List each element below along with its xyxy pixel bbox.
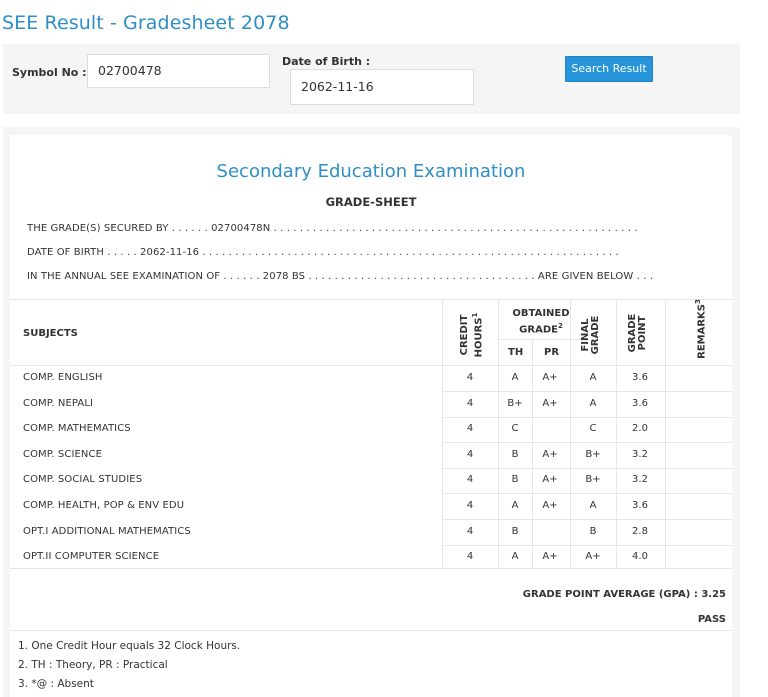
search-result-button[interactable]: Search Result — [565, 56, 653, 82]
row-divider — [442, 468, 732, 469]
symbol-label: Symbol No : — [12, 66, 87, 79]
table-cell-subject: COMP. SOCIAL STUDIES — [23, 474, 143, 485]
result-status: PASS — [697, 614, 726, 625]
table-cell-th: B — [511, 449, 519, 460]
table-cell-grade-point: 3.2 — [632, 474, 648, 485]
table-cell-grade-point: 3.2 — [632, 449, 648, 460]
table-cell-subject: OPT.II COMPUTER SCIENCE — [23, 551, 160, 562]
table-cell-grade-point: 4.0 — [632, 551, 648, 562]
symbol-input[interactable]: 02700478 — [87, 54, 270, 88]
table-cell-final-grade: B+ — [585, 474, 601, 485]
table-cell-pr: A+ — [542, 551, 558, 562]
table-cell-th: A — [511, 372, 519, 383]
page-title: SEE Result - Gradesheet 2078 — [2, 12, 290, 34]
table-cell-credit: 4 — [466, 551, 474, 562]
row-divider — [442, 442, 732, 443]
table-cell-th: B+ — [507, 398, 523, 409]
exam-line: IN THE ANNUAL SEE EXAMINATION OF . . . . . . 2078 BS . . . . . . . . . . . . . . . . . . . . . . . . . . . . . . . . . . . ARE GIVEN BELOW . . . — [27, 271, 654, 282]
table-cell-final-grade: A — [589, 500, 597, 511]
table-cell-pr: A+ — [542, 500, 558, 511]
col-divider — [665, 299, 666, 568]
row-divider — [442, 519, 732, 520]
col-divider — [570, 299, 571, 568]
table-header-border — [10, 365, 732, 366]
obtained-subheader-border — [498, 339, 584, 340]
final-grade-header: FINAL GRADE — [580, 315, 601, 355]
row-divider — [442, 391, 732, 392]
table-cell-th: B — [511, 474, 519, 485]
gradesheet-title: GRADE-SHEET — [325, 195, 417, 209]
table-cell-subject: COMP. SCIENCE — [23, 449, 102, 460]
credit-hours-header: CREDIT HOURS$^1$ — [459, 312, 485, 358]
search-panel — [3, 44, 740, 114]
dob-line: DATE OF BIRTH . . . . . 2062-11-16 . . . . . . . . . . . . . . . . . . . . . . . . . . . . . . . . . . . . . . . . . . . . . . . . . . . . . . . . . . . . . . . . — [27, 247, 619, 258]
gpa-value: GRADE POINT AVERAGE (GPA) : 3.25 — [522, 589, 726, 600]
gradesheet — [10, 135, 732, 697]
table-cell-th: B — [511, 526, 519, 537]
table-cell-final-grade: B+ — [585, 449, 601, 460]
row-divider — [442, 545, 732, 546]
table-cell-th: A — [511, 500, 519, 511]
col-divider — [498, 299, 499, 568]
row-divider — [442, 493, 732, 494]
grade-point-header: GRADE POINT — [627, 313, 648, 353]
table-cell-credit: 4 — [466, 423, 474, 434]
col-divider — [616, 299, 617, 568]
table-cell-grade-point: 2.8 — [632, 526, 648, 537]
remarks-header: REMARKS$^3$ — [694, 299, 708, 359]
table-cell-credit: 4 — [466, 526, 474, 537]
secured-by-line: THE GRADE(S) SECURED BY . . . . . . 02700478N . . . . . . . . . . . . . . . . . . . . . . . . . . . . . . . . . . . . . . . . . . . . . . . . . . . . . . . . — [27, 223, 638, 234]
table-cell-credit: 4 — [466, 449, 474, 460]
exam-title: Secondary Education Examination — [216, 161, 526, 182]
table-cell-grade-point: 3.6 — [632, 500, 648, 511]
table-cell-final-grade: B — [589, 526, 597, 537]
subjects-header: SUBJECTS — [23, 328, 78, 339]
table-cell-subject: COMP. HEALTH, POP & ENV EDU — [23, 500, 185, 511]
obtained-grade-header: OBTAINED GRADE$^2$ — [512, 308, 570, 336]
table-cell-subject: COMP. MATHEMATICS — [23, 423, 131, 434]
col-divider — [532, 339, 533, 568]
th-header: TH — [508, 347, 524, 358]
table-cell-grade-point: 3.6 — [632, 372, 648, 383]
table-cell-pr: A+ — [542, 398, 558, 409]
dob-input[interactable]: 2062-11-16 — [290, 69, 474, 105]
table-cell-final-grade: A — [589, 398, 597, 409]
table-cell-pr: A+ — [542, 474, 558, 485]
dob-label: Date of Birth : — [282, 55, 371, 68]
table-cell-subject: COMP. NEPALI — [23, 398, 94, 409]
table-cell-th: C — [511, 423, 519, 434]
row-divider — [442, 417, 732, 418]
table-bottom-border — [10, 568, 732, 569]
table-cell-grade-point: 2.0 — [632, 423, 648, 434]
table-cell-pr: A+ — [542, 449, 558, 460]
table-cell-final-grade: A — [589, 372, 597, 383]
table-cell-credit: 4 — [466, 398, 474, 409]
table-cell-final-grade: C — [589, 423, 597, 434]
notes-divider — [10, 630, 732, 631]
table-cell-credit: 4 — [466, 500, 474, 511]
table-cell-subject: COMP. ENGLISH — [23, 372, 103, 383]
table-cell-final-grade: A+ — [585, 551, 601, 562]
table-cell-subject: OPT.I ADDITIONAL MATHEMATICS — [23, 526, 191, 537]
pr-header: PR — [544, 347, 560, 358]
note-item: 2. TH : Theory, PR : Practical — [18, 659, 168, 671]
note-item: 1. One Credit Hour equals 32 Clock Hours. — [18, 640, 241, 652]
table-cell-pr: A+ — [542, 372, 558, 383]
table-cell-credit: 4 — [466, 372, 474, 383]
table-top-border — [10, 299, 732, 300]
table-cell-th: A — [511, 551, 519, 562]
table-cell-credit: 4 — [466, 474, 474, 485]
table-cell-grade-point: 3.6 — [632, 398, 648, 409]
col-divider — [442, 299, 443, 568]
note-item: 3. *@ : Absent — [18, 678, 94, 690]
